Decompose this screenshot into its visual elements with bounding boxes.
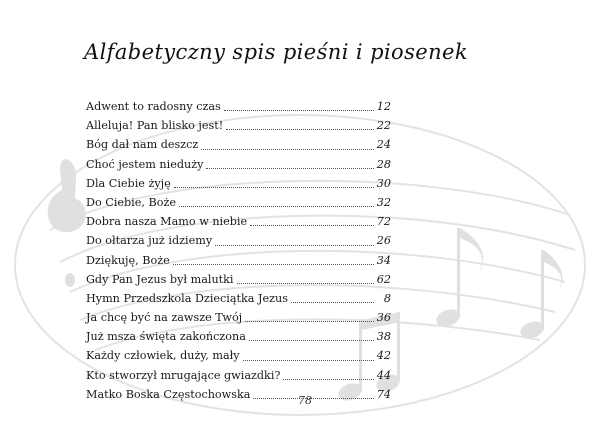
dot-leader <box>201 148 373 150</box>
toc-entry-title: Do ołtarza już idziemy <box>86 234 213 248</box>
toc-entry[interactable] <box>86 346 391 365</box>
toc-entry-page: 12 <box>376 100 391 113</box>
toc-entry[interactable] <box>86 327 391 346</box>
toc-entry[interactable] <box>86 251 391 270</box>
dot-leader <box>245 320 374 322</box>
toc-entry-title: Kto stworzył mrugające gwiazdki? <box>86 368 281 382</box>
toc-entry-title: Matko Boska Częstochowska <box>86 387 251 401</box>
toc-entry-title: Już msza święta zakończona <box>86 330 246 344</box>
dot-leader <box>226 128 374 130</box>
toc-entry[interactable] <box>86 193 391 212</box>
toc-entry-page: 28 <box>376 157 391 171</box>
dot-leader <box>206 167 373 169</box>
toc-entry[interactable] <box>86 308 391 327</box>
toc-entry-page: 22 <box>376 119 391 133</box>
toc-entry[interactable] <box>86 135 391 154</box>
toc-entry-title: Hymn Przedszkola Dzieciątka Jezus <box>86 291 288 305</box>
toc-entry-page: 44 <box>376 368 391 382</box>
toc-entry[interactable] <box>86 155 391 174</box>
dot-leader <box>174 186 374 188</box>
toc-entry[interactable] <box>86 289 391 308</box>
dot-leader <box>250 224 374 226</box>
toc-entry-title: Adwent to radosny czas <box>86 100 221 113</box>
toc-entry-page: 34 <box>376 253 391 267</box>
dot-leader <box>249 339 374 341</box>
dot-leader <box>215 244 374 246</box>
dot-leader <box>224 109 374 111</box>
table-of-contents <box>86 97 391 404</box>
toc-entry-title: Dobra nasza Mamo w niebie <box>86 215 248 229</box>
toc-entry-page: 72 <box>376 215 391 229</box>
dot-leader <box>283 378 373 380</box>
dot-leader <box>291 301 374 303</box>
toc-entry[interactable] <box>86 174 391 193</box>
toc-entry-page: 74 <box>376 387 391 401</box>
toc-entry-page: 26 <box>376 234 391 248</box>
toc-entry-page: 38 <box>376 330 391 344</box>
toc-entry-page: 8 <box>383 291 391 305</box>
toc-entry-page: 30 <box>376 176 391 190</box>
toc-entry-title: Dziękuję, Boże <box>86 253 170 267</box>
toc-entry-title: Dla Ciebie żyję <box>86 176 171 190</box>
toc-entry-page: 62 <box>376 272 391 286</box>
dot-leader <box>243 359 374 361</box>
toc-entry-title: Gdy Pan Jezus był malutki <box>86 272 234 286</box>
page-number: 78 <box>298 394 312 407</box>
toc-entry-page: 36 <box>376 311 391 325</box>
toc-entry[interactable] <box>86 116 391 135</box>
toc-entry-title: Do Ciebie, Boże <box>86 195 176 209</box>
page-title: Alfabetyczny spis pieśni i piosenek <box>84 40 468 64</box>
dot-leader <box>179 205 374 207</box>
toc-entry-title: Każdy człowiek, duży, mały <box>86 349 240 363</box>
dot-leader <box>173 263 374 265</box>
toc-entry-title: Bóg dał nam deszcz <box>86 138 199 152</box>
toc-entry[interactable] <box>86 97 391 116</box>
toc-entry-title: Choć jestem nieduży <box>86 157 204 171</box>
dot-leader <box>237 282 374 284</box>
toc-entry[interactable] <box>86 231 391 250</box>
toc-entry[interactable] <box>86 212 391 231</box>
toc-entry-title: Ja chcę być na zawsze Twój <box>86 311 243 325</box>
toc-entry-page: 24 <box>376 138 391 152</box>
toc-entry[interactable] <box>86 385 391 404</box>
toc-entry-title: Alleluja! Pan blisko jest! <box>86 119 224 133</box>
toc-entry[interactable] <box>86 366 391 385</box>
toc-entry-page: 42 <box>376 349 391 363</box>
toc-entry[interactable] <box>86 270 391 289</box>
toc-entry-page: 32 <box>376 195 391 209</box>
